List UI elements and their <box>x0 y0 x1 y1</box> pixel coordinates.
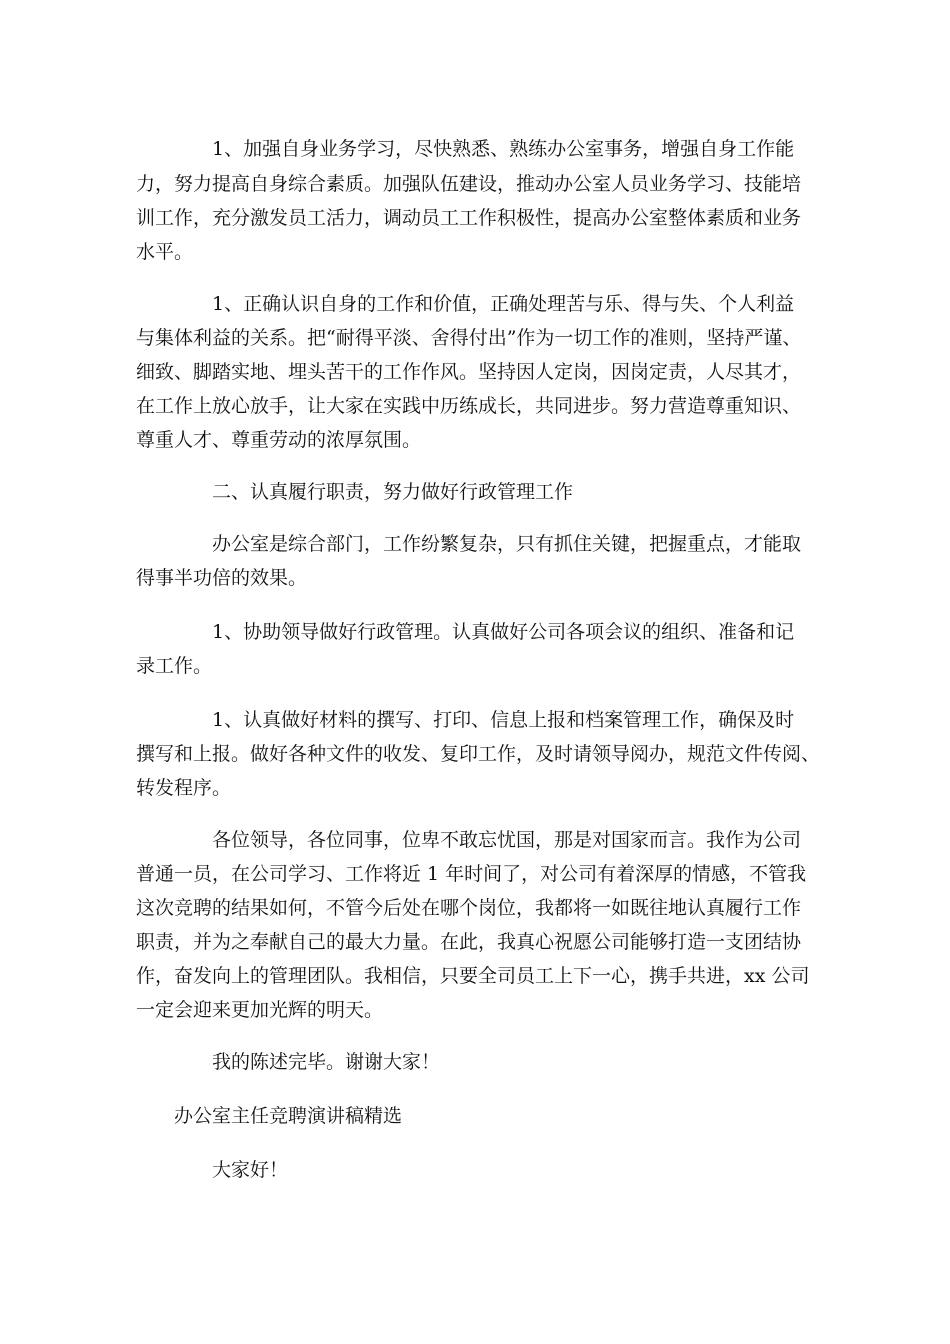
paragraph-6-line-2: 普通一员，在公司学习、工作将近 1 年时间了，对公司有着深厚的情感，不管我 <box>136 863 807 885</box>
closing-line: 我的陈述完毕。谢谢大家！ <box>212 1051 441 1073</box>
paragraph-5-line-3: 转发程序。 <box>136 777 232 799</box>
paragraph-3-line-2: 得事半功倍的效果。 <box>136 567 308 589</box>
paragraph-6-line-6: 一定会迎来更加光辉的明天。 <box>136 999 384 1021</box>
paragraph-3-line-1: 办公室是综合部门，工作纷繁复杂，只有抓住关键，把握重点，才能取 <box>212 533 802 555</box>
paragraph-6-line-3: 这次竞聘的结果如何，不管今后处在哪个岗位，我都将一如既往地认真履行工作 <box>136 897 802 919</box>
paragraph-5-line-1: 1、认真做好材料的撰写、打印、信息上报和档案管理工作，确保及时 <box>212 709 795 731</box>
paragraph-2-line-3: 细致、脚踏实地、埋头苦干的工作作风。坚持因人定岗，因岗定责，人尽其才， <box>136 361 802 383</box>
section-heading: 二、认真履行职责，努力做好行政管理工作 <box>212 481 574 503</box>
paragraph-1-line-4: 水平。 <box>136 241 194 263</box>
paragraph-4-line-1: 1、协助领导做好行政管理。认真做好公司各项会议的组织、准备和记 <box>212 621 795 643</box>
paragraph-6-line-1: 各位领导，各位同事，位卑不敢忘忧国，那是对国家而言。我作为公司 <box>212 829 802 851</box>
greeting-line: 大家好！ <box>212 1159 289 1181</box>
paragraph-2-line-2: 与集体利益的关系。把“耐得平淡、舍得付出”作为一切工作的准则，坚持严谨、 <box>136 327 802 349</box>
paragraph-6-line-4: 职责，并为之奉献自己的最大力量。在此，我真心祝愿公司能够打造一支团结协 <box>136 931 802 953</box>
paragraph-5-line-2: 撰写和上报。做好各种文件的收发、复印工作，及时请领导阅办，规范文件传阅、 <box>136 743 821 765</box>
paragraph-2-line-5: 尊重人才、尊重劳动的浓厚氛围。 <box>136 429 422 451</box>
paragraph-1-line-2: 力，努力提高自身综合素质。加强队伍建设，推动办公室人员业务学习、技能培 <box>136 173 802 195</box>
paragraph-1-line-1: 1、加强自身业务学习，尽快熟悉、熟练办公室事务，增强自身工作能 <box>212 138 795 160</box>
paragraph-1-line-3: 训工作，充分激发员工活力，调动员工工作积极性，提高办公室整体素质和业务 <box>136 207 802 229</box>
paragraph-2-line-1: 1、正确认识自身的工作和价值，正确处理苦与乐、得与失、个人利益 <box>212 293 795 315</box>
paragraph-6-line-5: 作，奋发向上的管理团队。我相信，只要全司员工上下一心，携手共进，xx 公司 <box>136 965 810 987</box>
next-speech-title: 办公室主任竞聘演讲稿精选 <box>174 1105 403 1127</box>
paragraph-4-line-2: 录工作。 <box>136 655 213 677</box>
paragraph-2-line-4: 在工作上放心放手，让大家在实践中历练成长，共同进步。努力营造尊重知识、 <box>136 395 802 417</box>
